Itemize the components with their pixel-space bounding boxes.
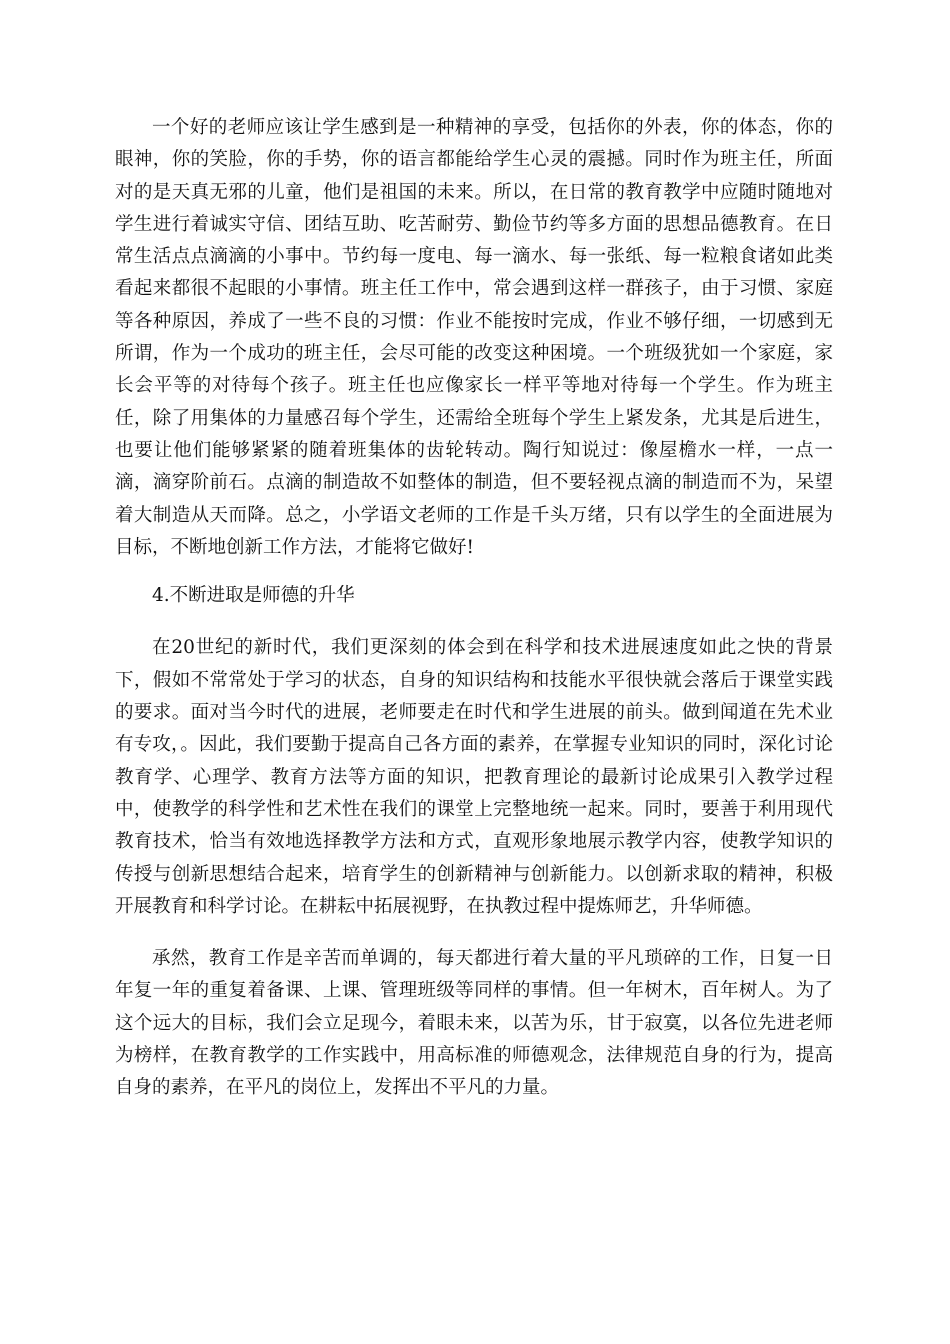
- paragraph-conclusion: 承然，教育工作是辛苦而单调的，每天都进行着大量的平凡琐碎的工作，日复一日年复一年的重复着备课、上课、管理班级等同样的事情。但一年树木，百年树人。为了这个远大的目标，我们会立足现今，着眼未来，以苦为乐，甘于寂寞，以各位先进老师为榜样，在教育教学的工作实践中，用高标准的师德观念，法律规范自身的行为，提高自身的素养，在平凡的岗位上，发挥出不平凡的力量。: [115, 948, 833, 1099]
- document-body: [115, 112, 833, 1105]
- section-heading-4: 4.不断进取是师德的升华: [152, 585, 355, 607]
- paragraph-continuous-learning: 在20世纪的新时代，我们更深刻的体会到在科学和技术进展速度如此之快的背景下，假如不常常处于学习的状态，自身的知识结构和技能水平很快就会落后于课堂实践的要求。面对当今时代的进展，老师要走在时代和学生进展的前头。做到闻道在先术业有专攻，。因此，我们要勤于提高自己各方面的素养，在掌握专业知识的同时，深化讨论教育学、心理学、教育方法等方面的知识，把教育理论的最新讨论成果引入教学过程中，使教学的科学性和艺术性在我们的课堂上完整地统一起来。同时，要善于利用现代教育技术，恰当有效地选择教学方法和方式，直观形象地展示教学内容，使教学知识的传授与创新思想结合起来，培育学生的创新精神与创新能力。以创新求取的精神，积极开展教育和科学讨论。在耕耘中拓展视野，在执教过程中提炼师艺，升华师德。: [115, 637, 833, 917]
- paragraph-class-teacher-work: 一个好的老师应该让学生感到是一种精神的享受，包括你的外表，你的体态，你的眼神，你的笑脸，你的手势，你的语言都能给学生心灵的震撼。同时作为班主任，所面对的是天真无邪的儿童，他们是祖国的未来。所以，在日常的教育教学中应随时随地对学生进行着诚实守信、团结互助、吃苦耐劳、勤俭节约等多方面的思想品德教育。在日常生活点点滴滴的小事中。节约每一度电、每一滴水、每一张纸、每一粒粮食诸如此类看起来都很不起眼的小事情。班主任工作中，常会遇到这样一群孩子，由于习惯、家庭等各种原因，养成了一些不良的习惯：作业不能按时完成，作业不够仔细，一切感到无所谓，作为一个成功的班主任，会尽可能的改变这种困境。一个班级犹如一个家庭，家长会平等的对待每个孩子。班主任也应像家长一样平等地对待每一个学生。作为班主任，除了用集体的力量感召每个学生，还需给全班每个学生上紧发条，尤其是后进生，也要让他们能够紧紧的随着班集体的齿轮转动。陶行知说过：像屋檐水一样，一点一滴，滴穿阶前石。点滴的制造故不如整体的制造，但不要轻视点滴的制造而不为，呆望着大制造从天而降。总之，小学语文老师的工作是千头万绪，只有以学生的全面进展为目标，不断地创新工作方法，才能将它做好!: [115, 117, 833, 558]
